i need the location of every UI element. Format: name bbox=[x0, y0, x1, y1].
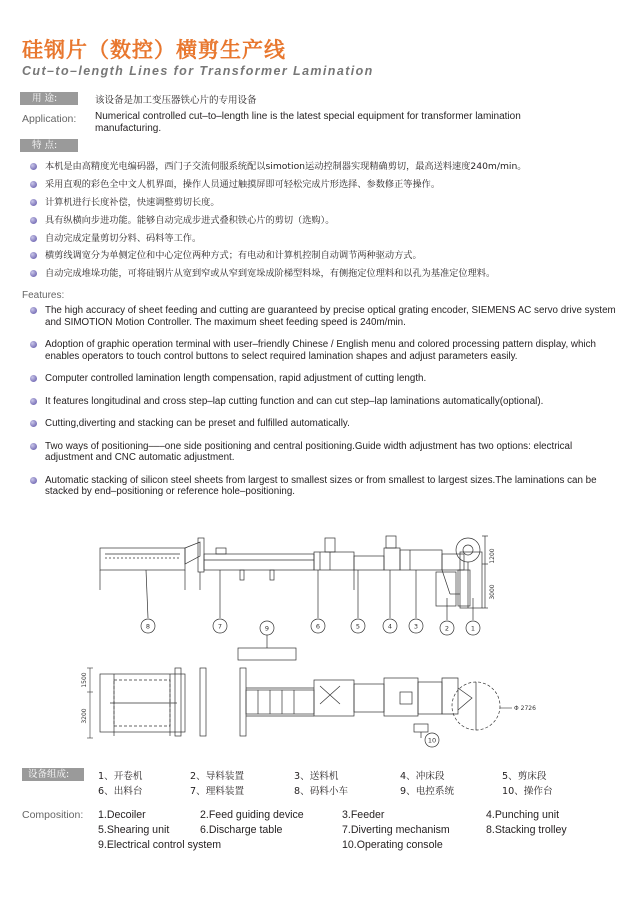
callout-label: 7 bbox=[217, 622, 223, 631]
usage-tag: 用 途: bbox=[20, 92, 78, 105]
composition-cn-item: 5、剪床段 bbox=[502, 771, 547, 782]
feature-en-item: Two ways of positioning–––one side positioning and central positioning.Guide width adjustment has two options: electrical adjustment and CNC automatic adjustment. bbox=[30, 441, 620, 464]
callout-label: 6 bbox=[315, 622, 321, 631]
composition-cn-item: 3、送料机 bbox=[294, 771, 339, 782]
composition-en-item: 7.Diverting mechanism bbox=[342, 824, 450, 836]
composition-cn-item: 4、冲床段 bbox=[400, 771, 445, 782]
callout-label: 9 bbox=[264, 624, 270, 633]
usage-text-cn: 该设备是加工变压器铁心片的专用设备 bbox=[95, 95, 257, 106]
composition-cn-item: 2、导料装置 bbox=[190, 771, 245, 782]
composition-en-item: 5.Shearing unit bbox=[98, 824, 170, 836]
composition-cn-item: 9、电控系统 bbox=[400, 786, 455, 797]
feature-cn-item: 自动完成堆垛功能，可将硅钢片从宽到窄或从窄到宽垛成阶梯型料垛，有侧拖定位理料和以孔为基准定位理料。 bbox=[30, 267, 620, 285]
feature-en-item: Automatic stacking of silicon steel sheets from largest to smallest sizes or from smallest to largest sizes.The laminations can be stacked by end–positioning or reference hole–positioning. bbox=[30, 475, 620, 498]
callout-label: 2 bbox=[444, 624, 450, 633]
composition-cn-item: 1、开卷机 bbox=[98, 771, 143, 782]
feature-en-item: The high accuracy of sheet feeding and cutting are guaranteed by precise optical grating encoder, SIEMENS AC servo drive system and SIMOTION Motion Controller. The maximum sheet feeding speed is 240m/min. bbox=[30, 305, 620, 328]
callout-label: 3 bbox=[413, 622, 419, 631]
application-text: Numerical controlled cut–to–length line is the latest special equipment for transformer lamination manufacturing. bbox=[95, 111, 521, 134]
features-list-cn bbox=[30, 160, 620, 285]
feature-cn-item: 采用直观的彩色全中文人机界面，操作人员通过触摸屏即可轻松完成片形选择、参数修正等操作。 bbox=[30, 178, 620, 196]
title-cn: 硅钢片（数控）横剪生产线 bbox=[22, 38, 286, 62]
feature-cn-item: 计算机进行长度补偿，快速调整剪切长度。 bbox=[30, 196, 620, 214]
composition-en-item: 9.Electrical control system bbox=[98, 839, 222, 851]
composition-en-item: 2.Feed guiding device bbox=[200, 809, 304, 821]
callout-label: 8 bbox=[145, 622, 151, 631]
composition-cn-item: 8、码料小车 bbox=[294, 786, 349, 797]
composition-cn-item: 6、出料台 bbox=[98, 786, 143, 797]
callout-label: 4 bbox=[387, 622, 393, 631]
line-layout-drawing bbox=[80, 528, 550, 756]
composition-en-item: 1.Decoiler bbox=[98, 809, 146, 821]
features-tag: 特 点: bbox=[20, 139, 78, 152]
composition-en-item: 8.Stacking trolley bbox=[486, 824, 567, 836]
callout-label: 1 bbox=[470, 624, 476, 633]
dim-label: 1500 bbox=[81, 672, 88, 688]
composition-en-item: 3.Feeder bbox=[342, 809, 385, 821]
composition-en-item: 4.Punching unit bbox=[486, 809, 560, 821]
features-list-en bbox=[30, 305, 620, 498]
dim-label: 1200 bbox=[489, 548, 496, 564]
dim-label: 3200 bbox=[81, 708, 88, 724]
title-en: Cut–to–length Lines for Transformer Lamination bbox=[22, 64, 374, 78]
dim-label: Φ 2726 bbox=[514, 705, 536, 712]
composition-en-item: 10.Operating console bbox=[342, 839, 443, 851]
feature-cn-item: 自动完成定量剪切分料、码料等工作。 bbox=[30, 232, 620, 250]
feature-cn-item: 本机是由高精度光电编码器，西门子交流伺服系统配以simotion运动控制器实现精确剪切，最高送料速度240m/min。 bbox=[30, 160, 620, 178]
composition-tag: 设备组成: bbox=[22, 768, 84, 781]
composition-label-en: Composition: bbox=[22, 809, 84, 821]
feature-en-item: Adoption of graphic operation terminal with user–friendly Chinese / English menu and colored processing pattern display, which enables operators to touch control buttons to select required lamination shapes and adjust parameters easily. bbox=[30, 339, 620, 362]
feature-en-item: Computer controlled lamination length compensation, rapid adjustment of cutting length. bbox=[30, 373, 620, 385]
callout-label: 5 bbox=[355, 622, 361, 631]
features-label-en: Features: bbox=[22, 290, 65, 301]
composition-cn-item: 7、理料装置 bbox=[190, 786, 245, 797]
application-label: Application: bbox=[22, 113, 77, 125]
callout-label: 10 bbox=[427, 736, 437, 745]
composition-en-item: 6.Discharge table bbox=[200, 824, 283, 836]
composition-cn-item: 10、操作台 bbox=[502, 786, 553, 797]
feature-cn-item: 具有纵横向步进功能。能够自动完成步进式叠积铁心片的剪切（选购）。 bbox=[30, 214, 620, 232]
dim-label: 3000 bbox=[489, 584, 496, 600]
feature-cn-item: 横剪线调宽分为单侧定位和中心定位两种方式；有电动和计算机控制自动调节两种驱动方式。 bbox=[30, 249, 620, 267]
feature-en-item: Cutting,diverting and stacking can be preset and fulfilled automatically. bbox=[30, 418, 620, 430]
feature-en-item: It features longitudinal and cross step–lap cutting function and can cut step–lap laminations automatically(optional). bbox=[30, 396, 620, 408]
